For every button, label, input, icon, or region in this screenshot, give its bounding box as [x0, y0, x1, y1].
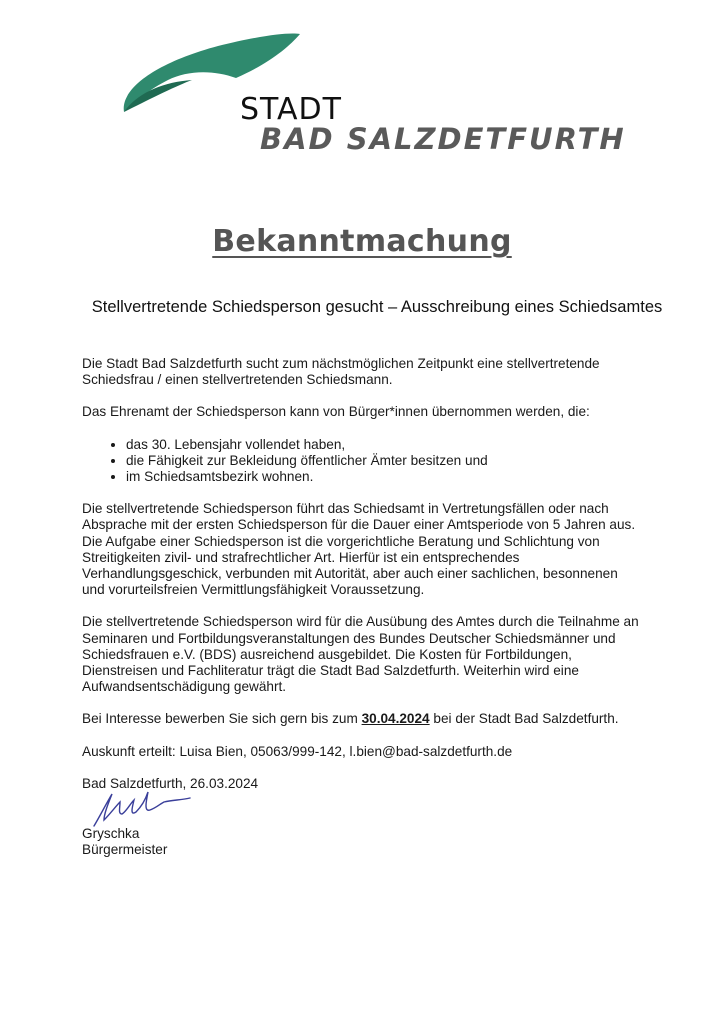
duties-paragraph: Die stellvertretende Schiedsperson führt das Schiedsamt in Vertretungsfällen oder nach Absprache mit der ersten Schiedsperson für die Dauer einer Amtsperiode von 5 Jahren aus. Die Aufgabe einer Schiedsperson ist die vorgerichtliche Beratung und Schlichtung von Streitigkeiten zivil- und strafrechtlicher Art. Hierfür ist ein entsprechendes Verhandlungsgeschick, verbunden mit Autorität, aber auch einer sachlichen, besonnenen und vorurteilsfreien Vermittlungsfähigkeit Voraussetzung.: [82, 501, 636, 598]
document-subtitle: Stellvertretende Schiedsperson gesucht – Ausschreibung eines Schiedsamtes: [91, 298, 663, 316]
list-item: • im Schiedsamtsbezirk wohnen.: [126, 469, 642, 485]
application-text-after: bei der Stadt Bad Salzdetfurth.: [433, 711, 619, 727]
requirements-list: [82, 437, 642, 486]
signer-name: Gryschka: [82, 826, 140, 841]
document-body: [82, 356, 642, 808]
list-item: • die Fähigkeit zur Bekleidung öffentlicher Ämter besitzen und: [126, 453, 642, 469]
logo-line-city-name: BAD SALZDETFURTH: [260, 122, 626, 156]
application-paragraph: [82, 711, 642, 727]
place-date: Bad Salzdetfurth, 26.03.2024: [82, 775, 259, 791]
intro-paragraph: Die Stadt Bad Salzdetfurth sucht zum nächstmöglichen Zeitpunkt eine stellvertretende Schiedsfrau / einen stellvertretenden Schiedsmann.: [82, 356, 600, 388]
contact-paragraph: Auskunft erteilt: Luisa Bien, 05063/999-142, l.bien@bad-salzdetfurth.de: [82, 743, 513, 759]
application-text-before: Bei Interesse bewerben Sie sich gern bis zum: [82, 711, 358, 727]
city-logo: [118, 28, 658, 158]
application-deadline: 30.04.2024: [361, 711, 430, 727]
signature-block: [82, 826, 167, 858]
requirements-intro: Das Ehrenamt der Schiedsperson kann von Bürger*innen übernommen werden, die:: [82, 404, 590, 420]
list-item: • das 30. Lebensjahr vollendet haben,: [126, 437, 642, 453]
logo-line-stadt: STADT: [240, 92, 342, 127]
signer-title: Bürgermeister: [82, 842, 168, 858]
training-paragraph: Die stellvertretende Schiedsperson wird für die Ausübung des Amtes durch die Teilnahme an Seminaren und Fortbildungsveranstaltungen des Bundes Deutscher Schiedsmänner und Schiedsfrauen e.V. (BDS) ausreichend ausgebildet. Die Kosten für Fortbildungen, Dienstreisen und Fachliteratur trägt die Stadt Bad Salzdetfurth. Weiterhin wird eine Aufwandsentschädigung gewährt.: [82, 614, 639, 695]
page-title: Bekanntmachung: [212, 224, 512, 259]
